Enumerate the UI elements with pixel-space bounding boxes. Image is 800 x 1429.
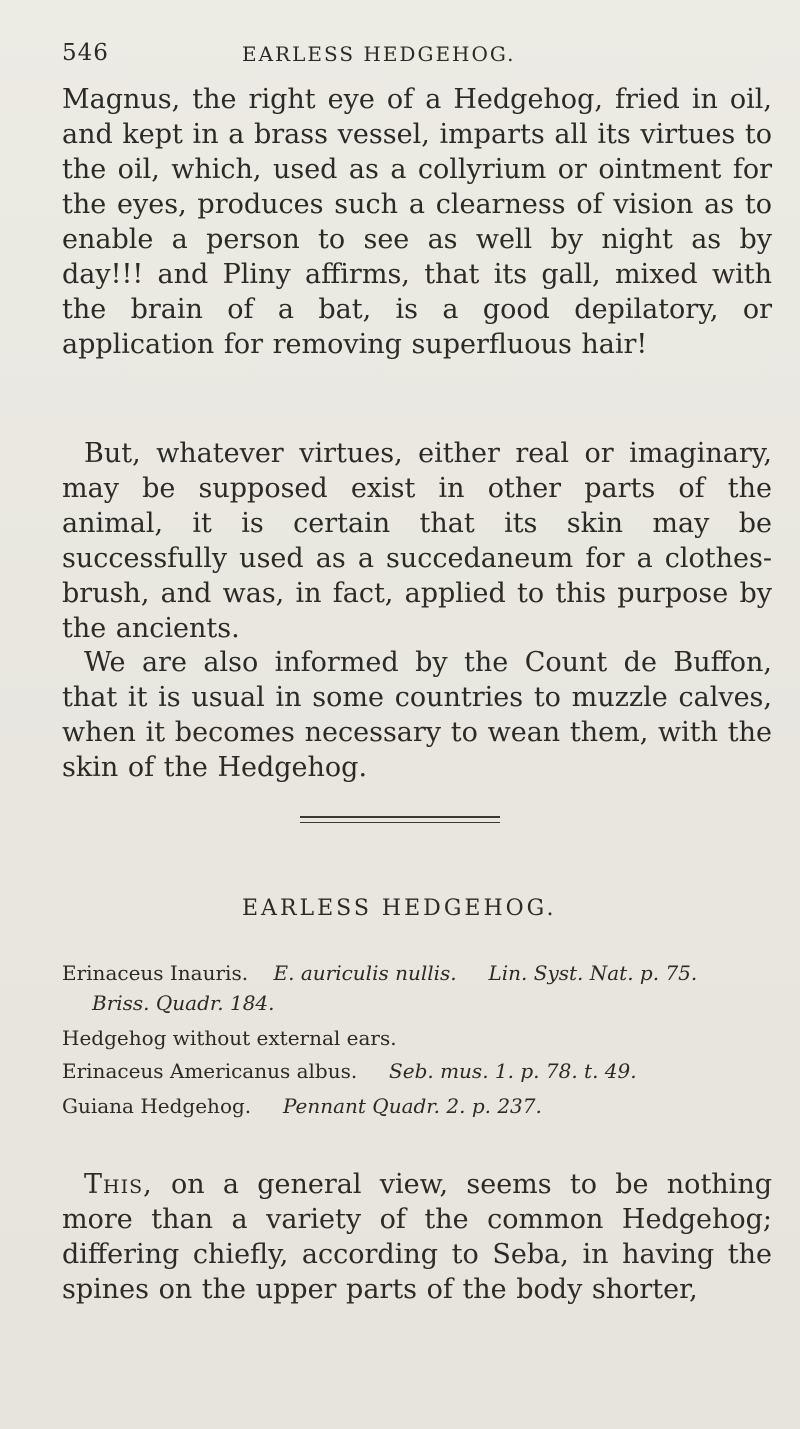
paragraph-text: Magnus, the right eye of a Hedgehog, fried in oil, and kept in a brass vessel, imparts all its virtues to the oil, which, used as a collyrium or ointment for the eyes, produces such a clearness of vision as to enable a person to see as well by night as by day!!! and Pliny affirms, that its gall, mixed with the brain of a bat, is a good depilatory, or application for removing superfluous hair! (62, 84, 772, 360)
paragraph-description (62, 1167, 772, 1307)
common-name: Guiana Hedgehog. (62, 1094, 252, 1118)
page-number: 546 (62, 40, 109, 66)
page-header (62, 18, 762, 66)
citation: Pennant Quadr. 2. p. 237. (282, 1094, 542, 1118)
common-name: Hedgehog without external ears. (62, 1026, 397, 1050)
running-head: EARLESS HEDGEHOG. (242, 42, 516, 66)
species-name: Erinaceus Inauris. (62, 961, 249, 985)
section-divider (300, 816, 500, 818)
citation: Lin. Syst. Nat. p. 75. (488, 961, 698, 985)
species-description: E. auriculis nullis. (273, 961, 457, 985)
section-divider-thin (300, 822, 500, 823)
synonymy-line (62, 1023, 782, 1053)
species-name: Erinaceus Americanus albus. (62, 1059, 358, 1083)
citation: Briss. Quadr. 184. (92, 991, 275, 1015)
paragraph-text: But, whatever virtues, either real or imaginary, may be supposed exist in other parts of the animal, it is certain that its skin may be successfully used as a succedaneum for a clothes-brush, and was, in fact, applied to this purpose by the ancients. (62, 438, 772, 644)
paragraph-magnus (62, 82, 772, 362)
citation: Seb. mus. 1. p. 78. t. 49. (389, 1059, 637, 1083)
paragraph-virtues (62, 436, 772, 646)
section-heading: EARLESS HEDGEHOG. (242, 896, 557, 921)
synonymy-line (92, 988, 800, 1018)
synonymy-line (62, 1056, 782, 1086)
synonymy-line (62, 958, 782, 988)
paragraph-buffon (62, 645, 772, 785)
paragraph-text: We are also informed by the Count de Buffon, that it is usual in some countries to muzzle calves, when it becomes necessary to wean them, with the skin of the Hedgehog. (62, 647, 772, 783)
paragraph-text: on a general view, seems to be nothing more than a variety of the common Hedgehog; differing chiefly, according to Seba, in having the spines on the upper parts of the body shorter, (62, 1169, 772, 1305)
synonymy-line (62, 1091, 782, 1121)
lead-word: This, (84, 1169, 153, 1200)
